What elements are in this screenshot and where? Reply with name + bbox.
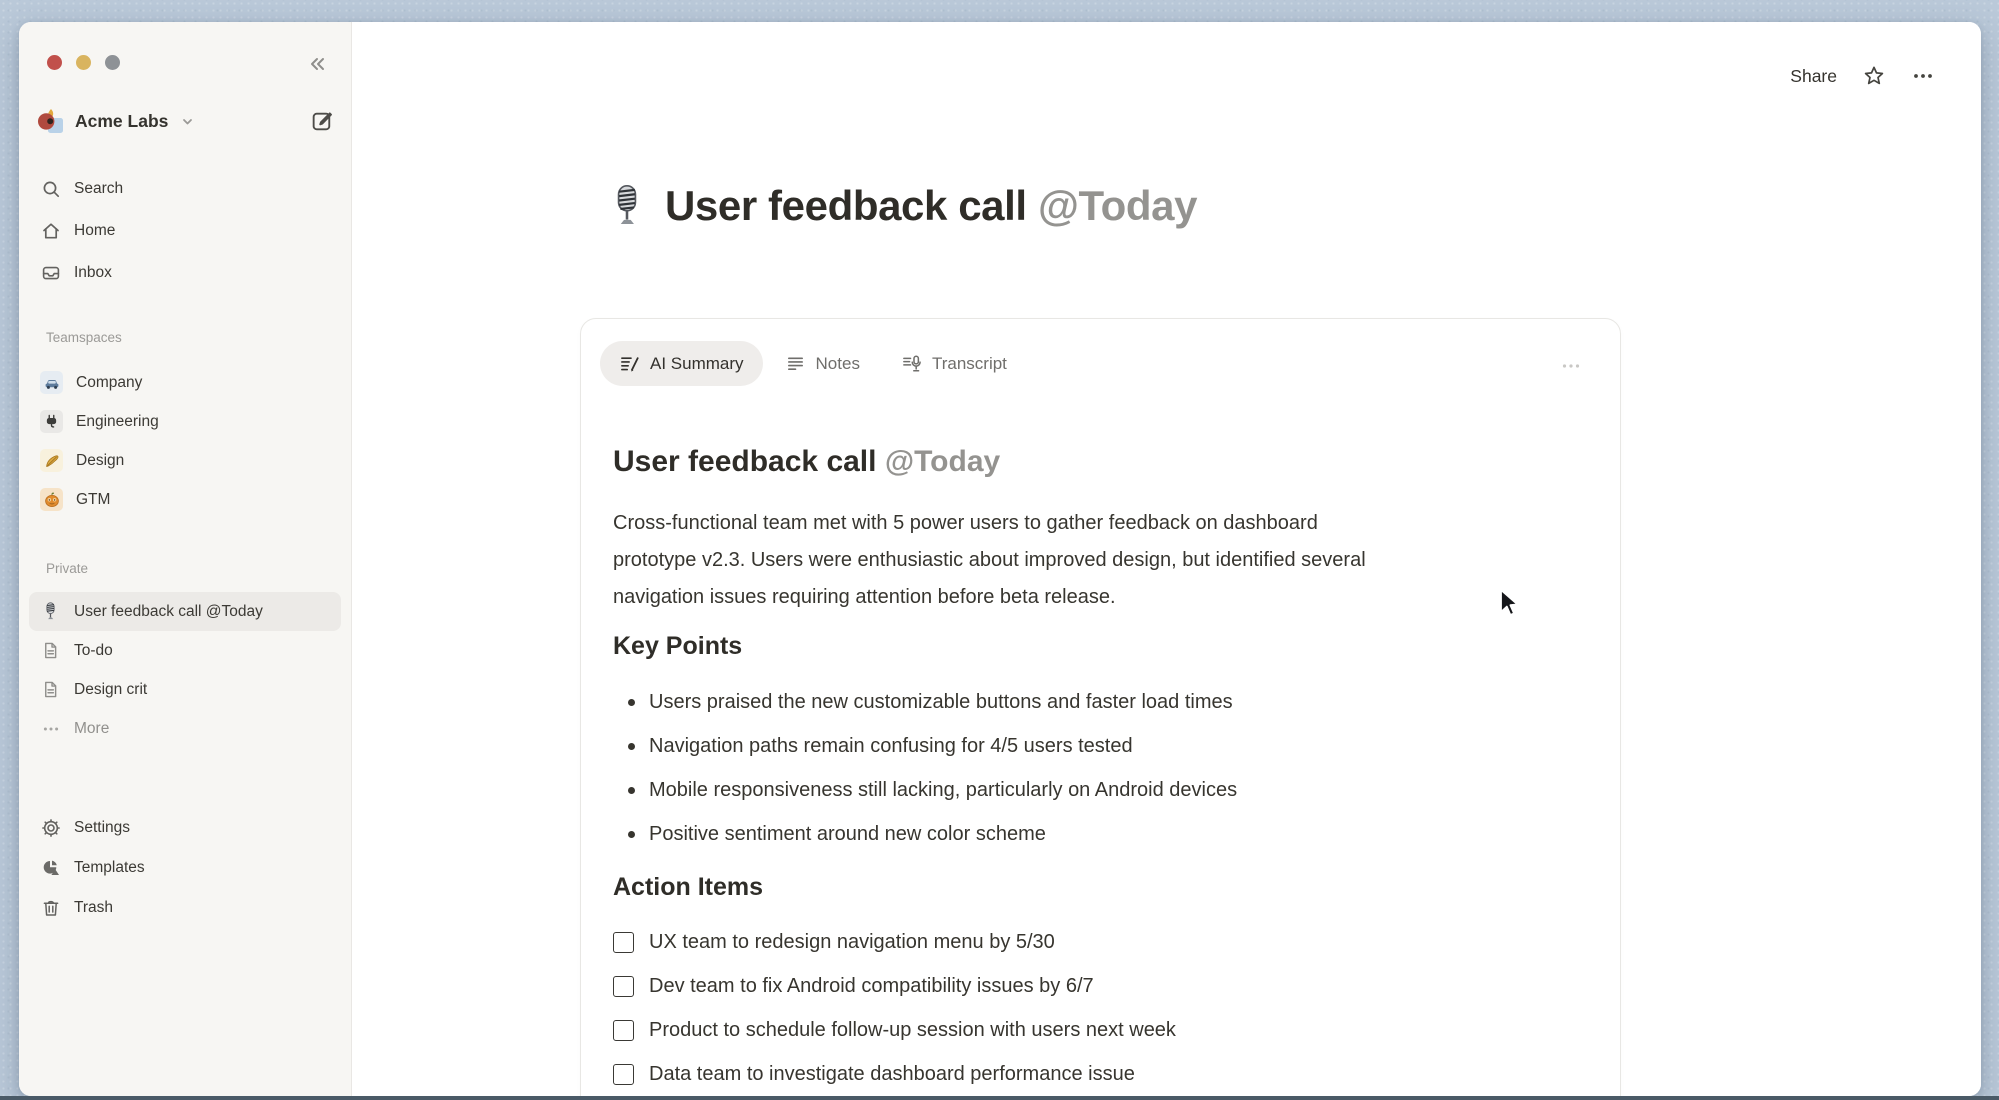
todo-item: [613, 1008, 1588, 1052]
date-mention: @Today: [1037, 182, 1198, 229]
page-title[interactable]: [605, 180, 1197, 232]
sidebar-item-label: Home: [74, 222, 116, 239]
tab-ai-summary[interactable]: [600, 341, 763, 386]
microphone-icon: [605, 184, 649, 228]
sidebar-item-label: More: [74, 719, 110, 737]
bullet-icon: [628, 699, 635, 706]
sidebar-item-settings[interactable]: [29, 808, 341, 848]
action-items-list: [613, 920, 1588, 1096]
search-icon: [40, 179, 61, 200]
meeting-notes-card: [580, 318, 1621, 1096]
sidebar-item-label: Search: [74, 180, 124, 197]
favorite-button[interactable]: [1862, 64, 1886, 88]
sidebar-item-design-crit[interactable]: [29, 670, 341, 709]
sidebar-item-company[interactable]: [29, 363, 341, 402]
list-item: Users praised the new customizable buttons and faster load times: [613, 680, 1588, 724]
summary-heading: User feedback call @Today: [613, 445, 1001, 478]
ai-summary-icon: [619, 353, 640, 374]
sidebar-item-label: Engineering: [76, 412, 159, 430]
microphone-icon: [40, 601, 61, 622]
sidebar-footer: [19, 808, 351, 928]
gear-icon: [40, 818, 61, 839]
app-window: [19, 22, 1981, 1096]
jack-o-lantern-icon: [40, 488, 63, 511]
ai-summary-content: [613, 445, 1588, 1096]
todo-item: [613, 1052, 1588, 1096]
card-options-button[interactable]: [1560, 355, 1582, 377]
key-points-heading: Key Points: [613, 632, 743, 660]
inbox-icon: [40, 263, 61, 284]
sidebar-item-label: To-do: [74, 641, 113, 659]
transcript-icon: [901, 353, 922, 374]
sidebar-item-label: Design: [76, 451, 125, 469]
window-controls: [47, 55, 120, 70]
checkbox-unchecked[interactable]: [613, 976, 634, 997]
todo-label: Product to schedule follow-up session with users next week: [649, 1018, 1176, 1041]
sidebar-nav: [19, 169, 351, 293]
workspace-switcher[interactable]: [37, 104, 337, 138]
checkbox-unchecked[interactable]: [613, 1064, 634, 1085]
private-pages-list: [19, 592, 351, 748]
key-points-list: [613, 680, 1588, 856]
sidebar-item-label: GTM: [76, 490, 111, 508]
sidebar-item-label: Settings: [74, 819, 131, 836]
share-button[interactable]: Share: [1790, 65, 1837, 86]
teamspaces-section-label: Teamspaces: [46, 330, 122, 345]
bullet-icon: [628, 743, 635, 750]
ellipsis-icon: [1560, 355, 1582, 377]
tab-transcript[interactable]: [882, 341, 1026, 386]
page-icon: [40, 679, 61, 700]
sidebar-item-trash[interactable]: [29, 888, 341, 928]
sidebar-item-todo[interactable]: [29, 631, 341, 670]
sidebar-item-label: Inbox: [74, 264, 112, 281]
chevrons-left-icon: [306, 53, 328, 75]
card-tabs: [600, 341, 1026, 386]
date-mention: @Today: [884, 445, 1001, 478]
sidebar-item-engineering[interactable]: [29, 402, 341, 441]
page-title-text: User feedback call: [665, 182, 1027, 229]
screen-edge: [0, 1096, 1999, 1100]
new-page-button[interactable]: [307, 106, 337, 136]
todo-label: UX team to redesign navigation menu by 5/30: [649, 930, 1055, 953]
action-items-heading: Action Items: [613, 873, 764, 901]
tab-label: Transcript: [931, 353, 1007, 373]
car-icon: [40, 371, 63, 394]
todo-label: Data team to investigate dashboard performance issue: [649, 1062, 1135, 1085]
todo-label: Dev team to fix Android compatibility issues by 6/7: [649, 974, 1094, 997]
checkbox-unchecked[interactable]: [613, 1020, 634, 1041]
ellipsis-icon: [40, 718, 61, 739]
page-icon: [40, 640, 61, 661]
sidebar-item-search[interactable]: [29, 169, 341, 209]
sidebar-item-label: Company: [76, 373, 143, 391]
sidebar-item-label: Templates: [74, 859, 145, 876]
tab-label: Notes: [815, 353, 860, 373]
sidebar-item-design[interactable]: [29, 441, 341, 480]
checkbox-unchecked[interactable]: [613, 932, 634, 953]
workspace-name: Acme Labs: [75, 110, 169, 131]
summary-paragraph: Cross-functional team met with 5 power users to gather feedback on dashboard prototype v2.3. Users were enthusiastic about improved design, but identified several navigation issues requiring attention before beta release.: [613, 512, 1366, 608]
sidebar-item-home[interactable]: [29, 211, 341, 251]
tab-label: AI Summary: [650, 353, 744, 373]
teamspaces-list: [19, 363, 351, 519]
mouse-cursor: [1498, 589, 1524, 619]
sidebar-item-templates[interactable]: [29, 848, 341, 888]
page-options-button[interactable]: [1911, 64, 1935, 88]
sidebar-item-label: User feedback call @Today: [74, 602, 263, 620]
tab-notes[interactable]: [766, 341, 879, 386]
compose-icon: [310, 109, 335, 134]
notes-icon: [785, 353, 806, 374]
chevron-down-icon: [181, 115, 194, 128]
sidebar: [19, 22, 352, 1096]
star-icon: [1862, 64, 1886, 88]
list-item: Positive sentiment around new color scheme: [613, 812, 1588, 856]
home-icon: [40, 221, 61, 242]
page-toolbar: [1790, 64, 1935, 88]
zoom-window-button[interactable]: [105, 55, 120, 70]
bullet-icon: [628, 831, 635, 838]
trash-icon: [40, 898, 61, 919]
shapes-icon: [40, 858, 61, 879]
workspace-logo: [37, 108, 64, 135]
minimize-window-button[interactable]: [76, 55, 91, 70]
sidebar-item-label: Trash: [74, 899, 114, 916]
bullet-icon: [628, 787, 635, 794]
ellipsis-icon: [1911, 64, 1935, 88]
todo-item: [613, 964, 1588, 1008]
page-content-area: [352, 22, 1981, 1096]
todo-item: [613, 920, 1588, 964]
sidebar-item-label: Design crit: [74, 680, 148, 698]
sidebar-item-gtm[interactable]: [29, 480, 341, 519]
sidebar-item-inbox[interactable]: [29, 253, 341, 293]
plug-icon: [40, 410, 63, 433]
list-item: Mobile responsiveness still lacking, particularly on Android devices: [613, 768, 1588, 812]
private-section-label: Private: [46, 561, 89, 576]
sidebar-item-user-feedback-call[interactable]: [29, 592, 341, 631]
feather-icon: [40, 449, 63, 472]
close-window-button[interactable]: [47, 55, 62, 70]
sidebar-item-more[interactable]: [29, 709, 341, 748]
list-item: Navigation paths remain confusing for 4/5 users tested: [613, 724, 1588, 768]
sidebar-collapse-button[interactable]: [303, 50, 331, 78]
